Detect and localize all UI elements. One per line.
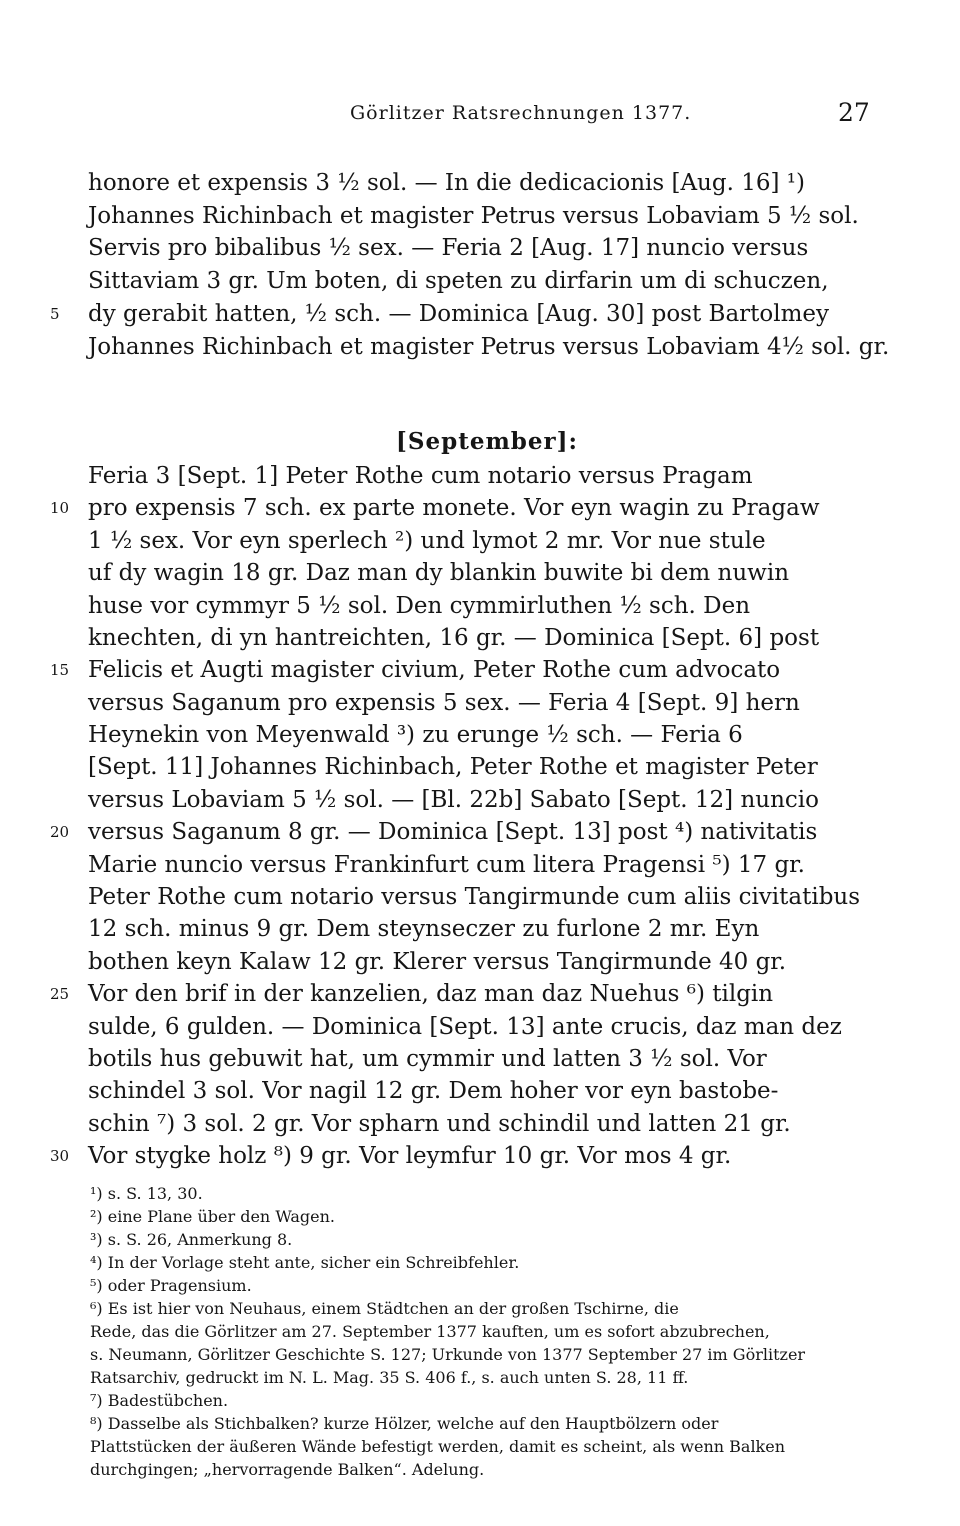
text-line: Feria 3 [Sept. 1] Peter Rothe cum notario versus Pragam [88,463,753,489]
line-number: 10 [50,499,70,517]
text-line: versus Saganum 8 gr. — Dominica [Sept. 13] post ⁴) nativitatis [88,819,818,845]
text-line: botils hus gebuwit hat, um cymmir und latten 3 ½ sol. Vor [88,1046,767,1072]
text-line: Heynekin von Meyenwald ³) zu erunge ½ sch. — Feria 6 [88,722,743,748]
text-line: Johannes Richinbach et magister Petrus versus Lobaviam 4½ sol. gr. [88,334,890,360]
text-line: Felicis et Augti magister civium, Peter Rothe cum advocato [88,657,781,683]
text-line: sulde, 6 gulden. — Dominica [Sept. 13] ante crucis, daz man dez [88,1014,842,1040]
text-line: 12 sch. minus 9 gr. Dem steynseczer zu furlone 2 mr. Eyn [88,916,760,942]
line-number: 30 [50,1147,70,1165]
text-line: [Sept. 11] Johannes Richinbach, Peter Rothe et magister Peter [88,754,818,780]
text-line: dy gerabit hatten, ½ sch. — Dominica [Aug. 30] post Bartolmey [88,301,830,327]
footnote: s. Neumann, Görlitzer Geschichte S. 127; Urkunde von 1377 September 27 im Görlitzer [90,1345,806,1364]
footnote: durchgingen; „hervorragende Balken“. Adelung. [90,1460,485,1479]
text-line: bothen keyn Kalaw 12 gr. Klerer versus Tangirmunde 40 gr. [88,949,787,975]
footnote: ⁴) In der Vorlage steht ante, sicher ein Schreibfehler. [90,1253,520,1272]
text-line: schin ⁷) 3 sol. 2 gr. Vor spharn und schindil und latten 21 gr. [88,1111,791,1137]
text-line: Vor stygke holz ⁸) 9 gr. Vor leymfur 10 gr. Vor mos 4 gr. [88,1143,732,1169]
running-header: Görlitzer Ratsrechnungen 1377. [350,102,692,124]
text-line: huse vor cymmyr 5 ½ sol. Den cymmirluthen ½ sch. Den [88,593,751,619]
text-line: knechten, di yn hantreichten, 16 gr. — Dominica [Sept. 6] post [88,625,820,651]
text-line: 1 ½ sex. Vor eyn sperlech ²) und lymot 2 mr. Vor nue stule [88,528,766,554]
text-line: uf dy wagin 18 gr. Daz man dy blankin buwite bi dem nuwin [88,560,790,586]
footnote: ⁸) Dasselbe als Stichbalken? kurze Hölzer, welche auf den Hauptbölzern oder [90,1414,719,1433]
text-line: Sittaviam 3 gr. Um boten, di speten zu dirfarin um di schuczen, [88,268,829,294]
line-number: 25 [50,985,70,1003]
footnote: ³) s. S. 26, Anmerkung 8. [90,1230,293,1249]
text-line: Peter Rothe cum notario versus Tangirmunde cum aliis civitatibus [88,884,861,910]
text-line: versus Lobaviam 5 ½ sol. — [Bl. 22b] Sabato [Sept. 12] nuncio [88,787,819,813]
text-line: Servis pro bibalibus ½ sex. — Feria 2 [Aug. 17] nuncio versus [88,235,809,261]
text-line: versus Saganum pro expensis 5 sex. — Feria 4 [Sept. 9] hern [88,690,800,716]
text-line: Johannes Richinbach et magister Petrus versus Lobaviam 5 ½ sol. [88,203,859,229]
footnote: Ratsarchiv, gedruckt im N. L. Mag. 35 S. 406 f., s. auch unten S. 28, 11 ff. [90,1368,689,1387]
footnote: ⁷) Badestübchen. [90,1391,229,1410]
footnote: ¹) s. S. 13, 30. [90,1184,203,1203]
footnote: Plattstücken der äußeren Wände befestigt werden, damit es scheint, als wenn Balken [90,1437,786,1456]
footnote: Rede, das die Görlitzer am 27. September 1377 kauften, um es sofort abzubrechen, [90,1322,770,1341]
text-line: Marie nuncio versus Frankinfurt cum litera Pragensi ⁵) 17 gr. [88,852,805,878]
footnote: ⁶) Es ist hier von Neuhaus, einem Städtchen an der großen Tschirne, die [90,1299,679,1318]
line-number: 15 [50,661,70,679]
text-line: honore et expensis 3 ½ sol. — In die dedicacionis [Aug. 16] ¹) [88,170,805,196]
line-number: 5 [50,305,60,323]
text-line: Vor den brif in der kanzelien, daz man daz Nuehus ⁶) tilgin [88,981,774,1007]
section-heading: [September]: [396,428,579,455]
line-number: 20 [50,823,70,841]
footnote: ²) eine Plane über den Wagen. [90,1207,336,1226]
text-line: pro expensis 7 sch. ex parte monete. Vor eyn wagin zu Pragaw [88,495,820,521]
text-line: schindel 3 sol. Vor nagil 12 gr. Dem hoher vor eyn bastobe- [88,1078,779,1104]
footnote: ⁵) oder Pragensium. [90,1276,252,1295]
page-number: 27 [838,98,870,127]
